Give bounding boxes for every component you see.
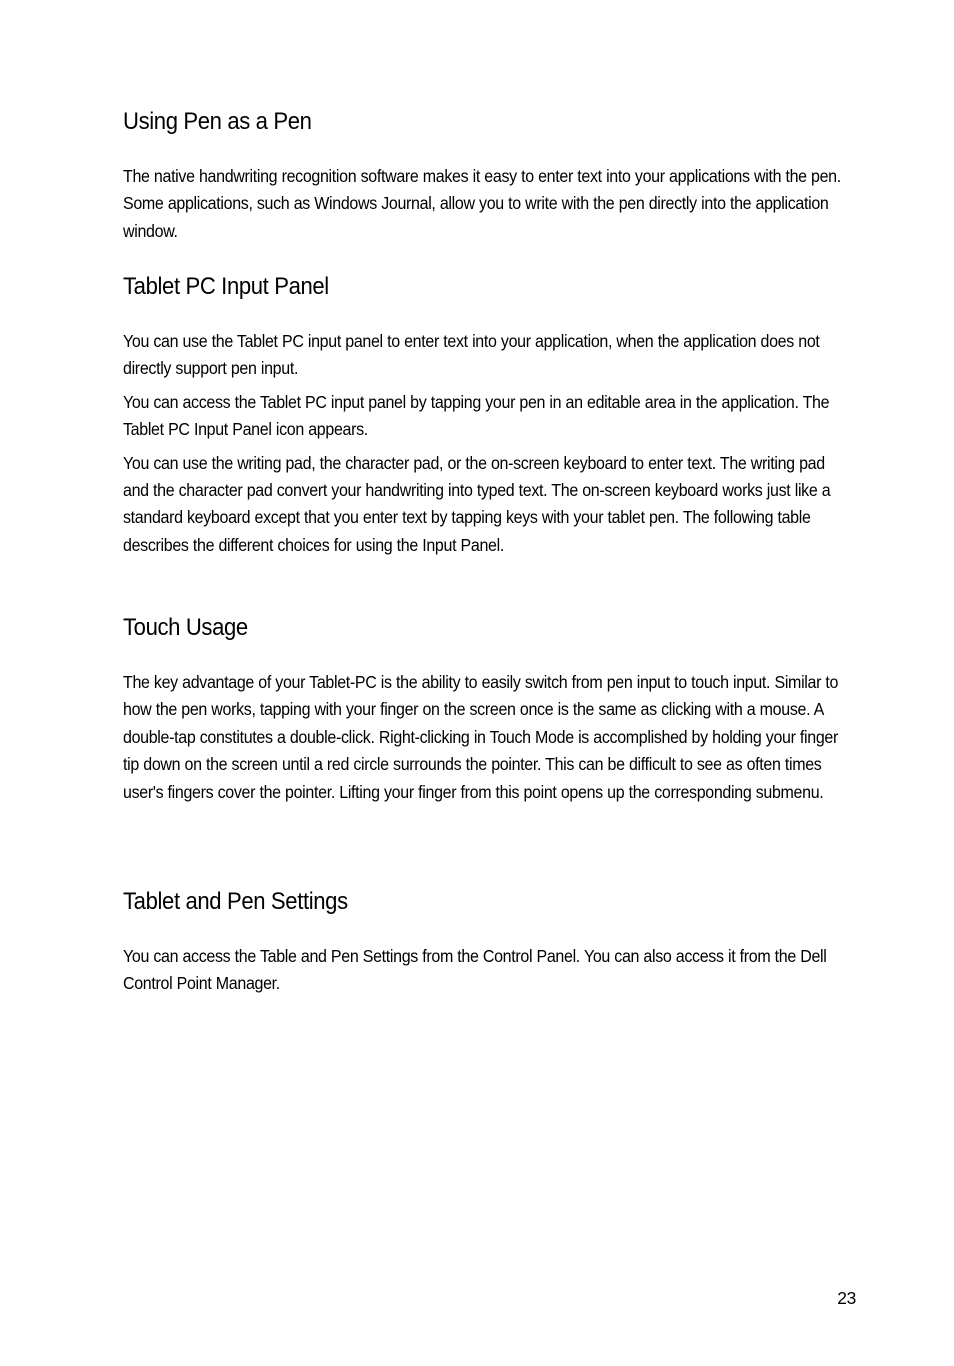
section-heading: Touch Usage	[123, 614, 248, 641]
section-paragraph: The key advantage of your Tablet-PC is the ability to easily switch from pen input to touch input. Similar to how the pen works, tapping with your finger on the screen once is the same as clicking with a mouse. A double-tap constitutes a double-click. Right-clicking in Touch Mode is accomplished by holding your finger tip down on the screen until a red circle surrounds the pointer. This can be difficult to see as often times user's fingers cover the pointer. Lifting your finger from this point opens up the corresponding submenu.	[123, 672, 839, 802]
page-number: 23	[837, 1288, 856, 1308]
section-using-pen-as-a-pen	[123, 107, 853, 245]
section-paragraph: You can use the Tablet PC input panel to enter text into your application, when the application does not directly support pen input.	[123, 331, 820, 379]
section-heading: Tablet and Pen Settings	[123, 888, 348, 915]
section-tablet-pc-input-panel	[123, 272, 853, 559]
section-heading: Tablet PC Input Panel	[123, 273, 329, 300]
section-paragraph: The native handwriting recognition software makes it easy to enter text into your applications with the pen. Some applications, such as Windows Journal, allow you to write with the pen directly into the application window.	[123, 166, 841, 241]
section-paragraph: You can use the writing pad, the character pad, or the on-screen keyboard to enter text. The writing pad and the character pad convert your handwriting into typed text. The on-screen keyboard works just like a standard keyboard except that you enter text by tapping keys with your tablet pen. The following table describes the different choices for using the Input Panel.	[123, 452, 831, 555]
section-paragraph: You can access the Table and Pen Settings from the Control Panel. You can also access it from the Dell Control Point Manager.	[123, 946, 827, 994]
section-touch-usage	[123, 613, 853, 806]
section-tablet-and-pen-settings	[123, 887, 853, 998]
section-paragraph: You can access the Tablet PC input panel by tapping your pen in an editable area in the application. The Tablet PC Input Panel icon appears.	[123, 391, 830, 440]
section-heading: Using Pen as a Pen	[123, 108, 312, 135]
